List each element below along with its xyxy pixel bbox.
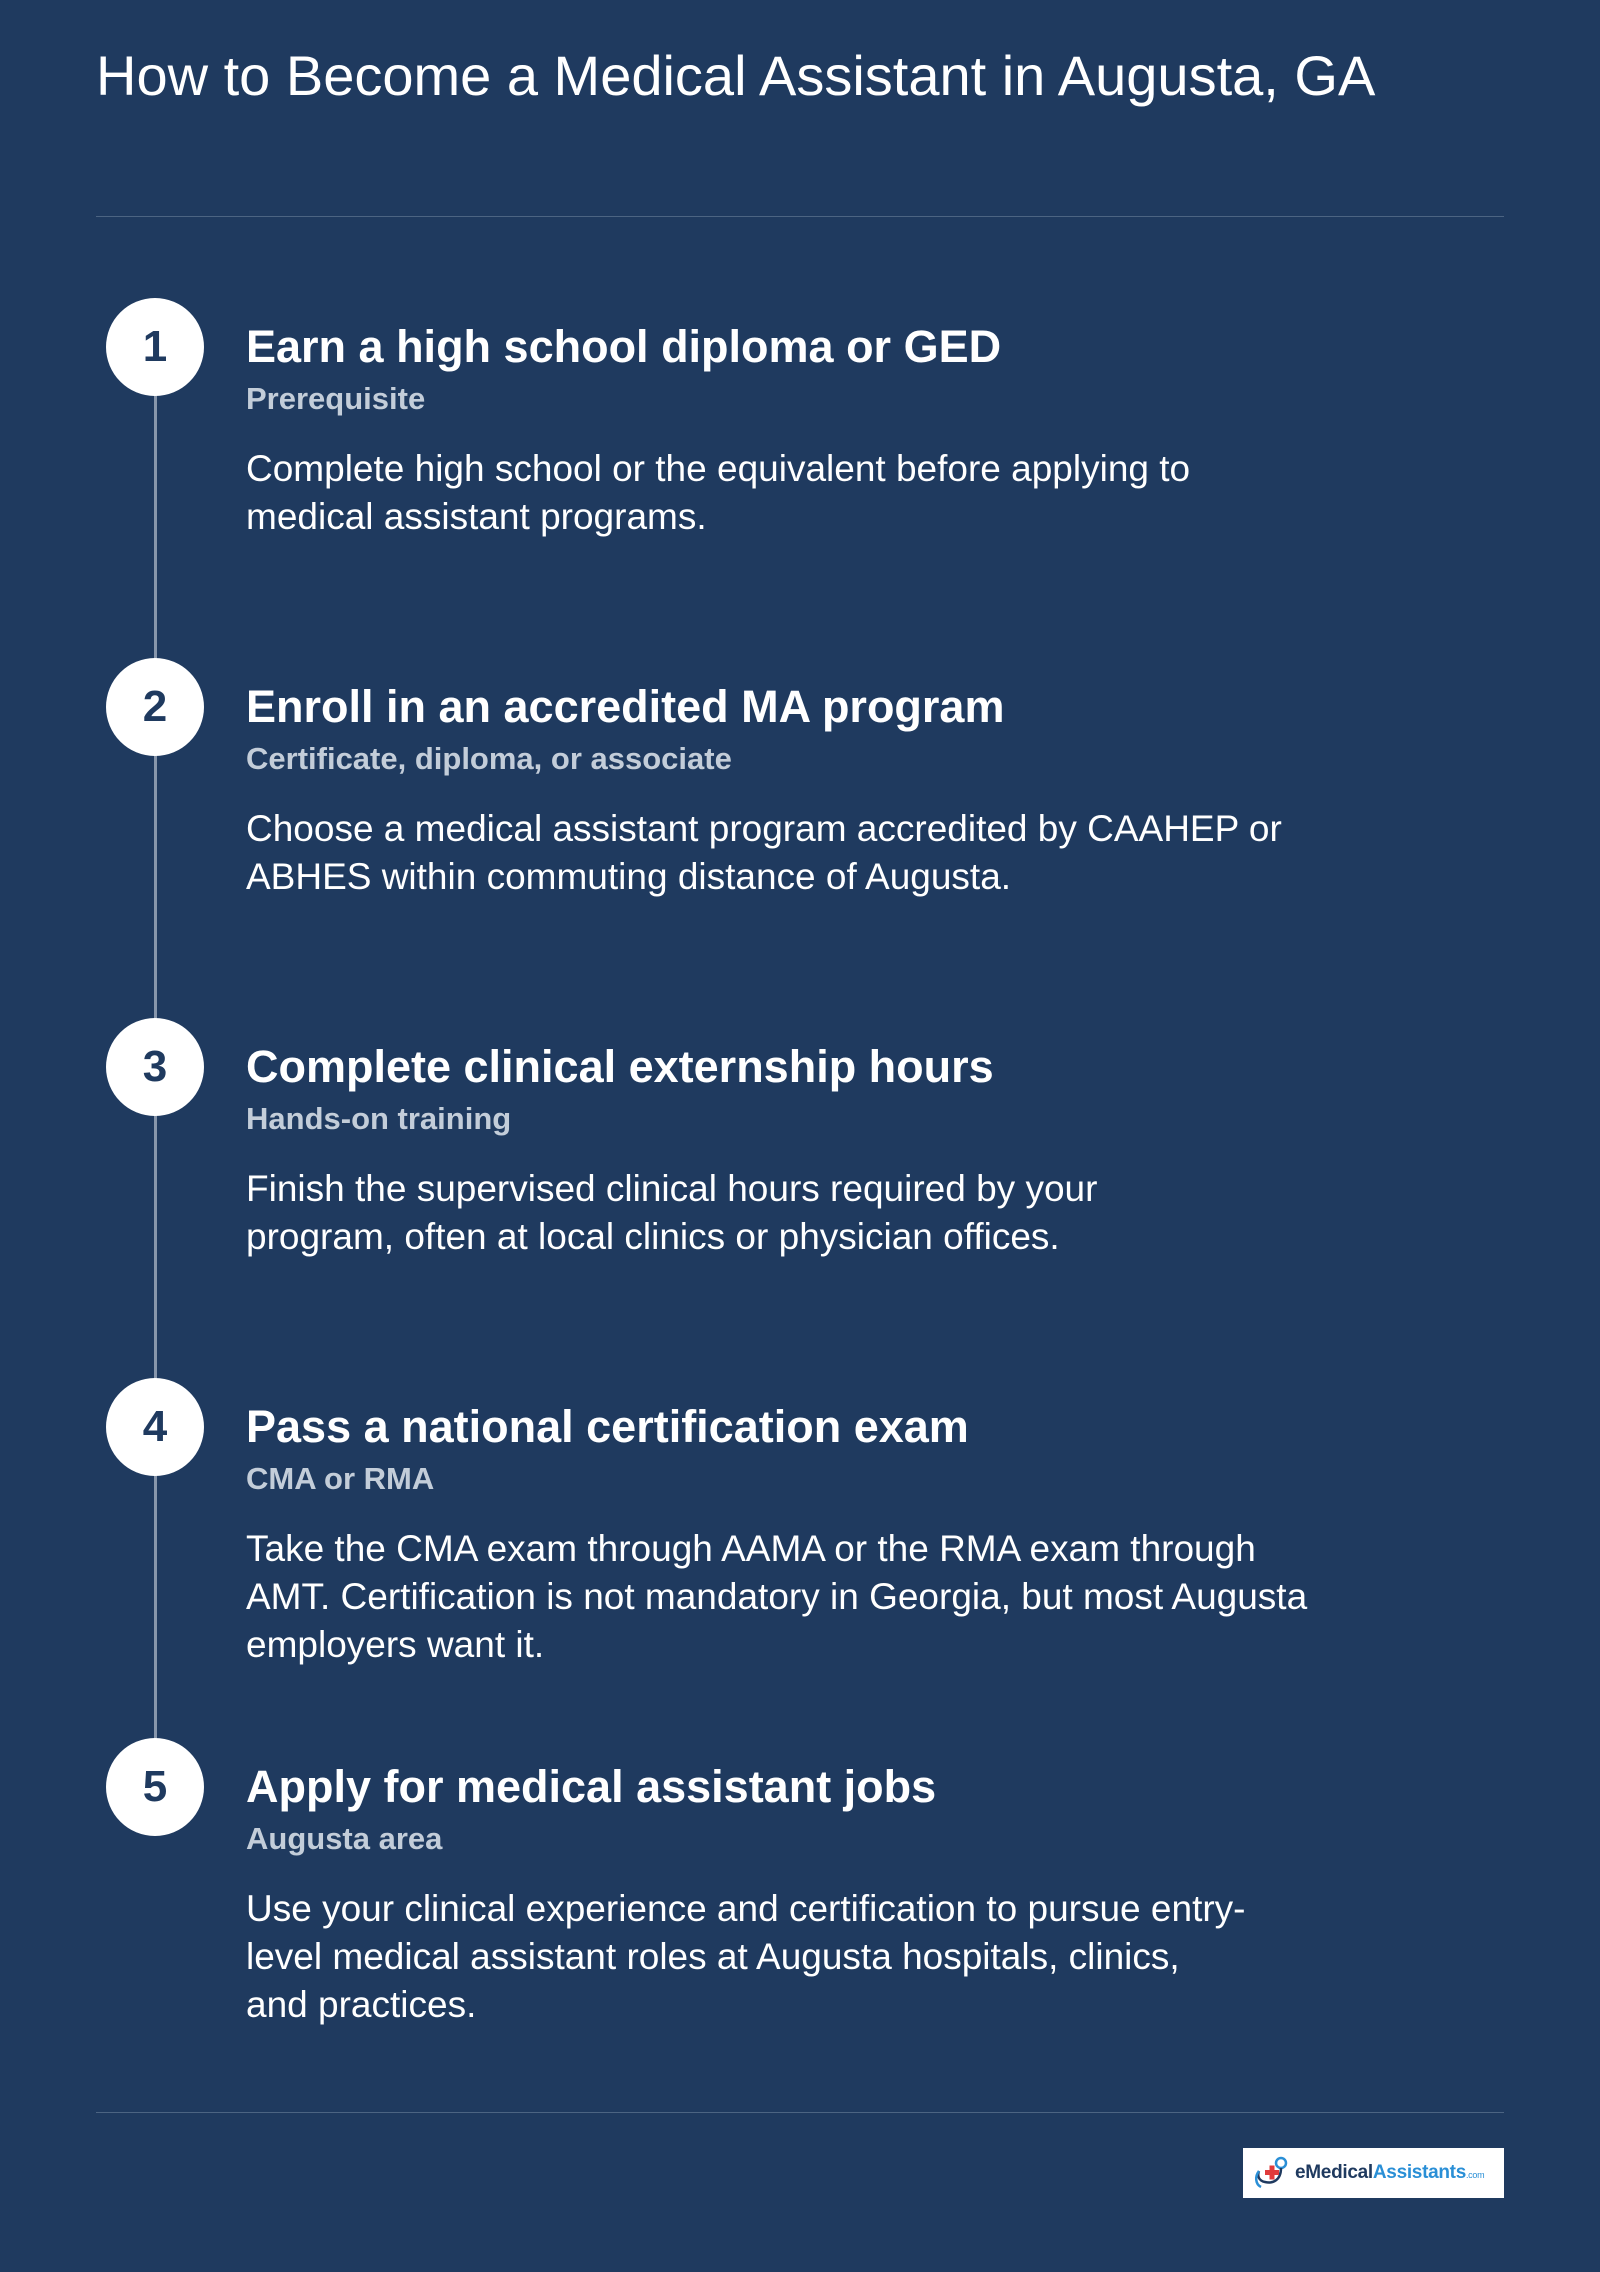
step-number-badge: 1 [106, 298, 204, 396]
stethoscope-cross-icon [1251, 2154, 1291, 2192]
step-subtitle: Hands-on training [246, 1101, 512, 1136]
emedicalassistants-logo [1243, 2148, 1504, 2198]
header-divider [96, 216, 1504, 217]
step-number-badge: 4 [106, 1378, 204, 1476]
step-number-badge: 5 [106, 1738, 204, 1836]
step-number-badge: 3 [106, 1018, 204, 1116]
step-title: Apply for medical assistant jobs [246, 1761, 937, 1812]
logo-wordmark: eMedicalAssistants.com [1295, 2162, 1485, 2183]
step-description: Complete high school or the equivalent before applying to medical assistant programs. [246, 448, 1191, 537]
step-title: Complete clinical externship hours [246, 1041, 994, 1092]
page-title: How to Become a Medical Assistant in Augusta, GA [96, 44, 1376, 107]
step-description: Finish the supervised clinical hours required by your program, often at local clinics or physician offices. [246, 1168, 1098, 1257]
step-subtitle: CMA or RMA [246, 1461, 435, 1496]
step-title: Earn a high school diploma or GED [246, 321, 1002, 372]
footer-divider [96, 2112, 1504, 2113]
step-description: Take the CMA exam through AAMA or the RMA exam through AMT. Certification is not mandatory in Georgia, but most Augusta employers want it. [246, 1528, 1308, 1665]
step-subtitle: Prerequisite [246, 381, 426, 416]
step-subtitle: Certificate, diploma, or associate [246, 741, 732, 776]
step-description: Choose a medical assistant program accredited by CAAHEP or ABHES within commuting distance of Augusta. [246, 808, 1282, 897]
step-number-badge: 2 [106, 658, 204, 756]
step-title: Pass a national certification exam [246, 1401, 969, 1452]
step-subtitle: Augusta area [246, 1821, 443, 1856]
step-description: Use your clinical experience and certification to pursue entry-level medical assistant roles at Augusta hospitals, clinics, and practices. [246, 1888, 1246, 2025]
step-title: Enroll in an accredited MA program [246, 681, 1005, 732]
